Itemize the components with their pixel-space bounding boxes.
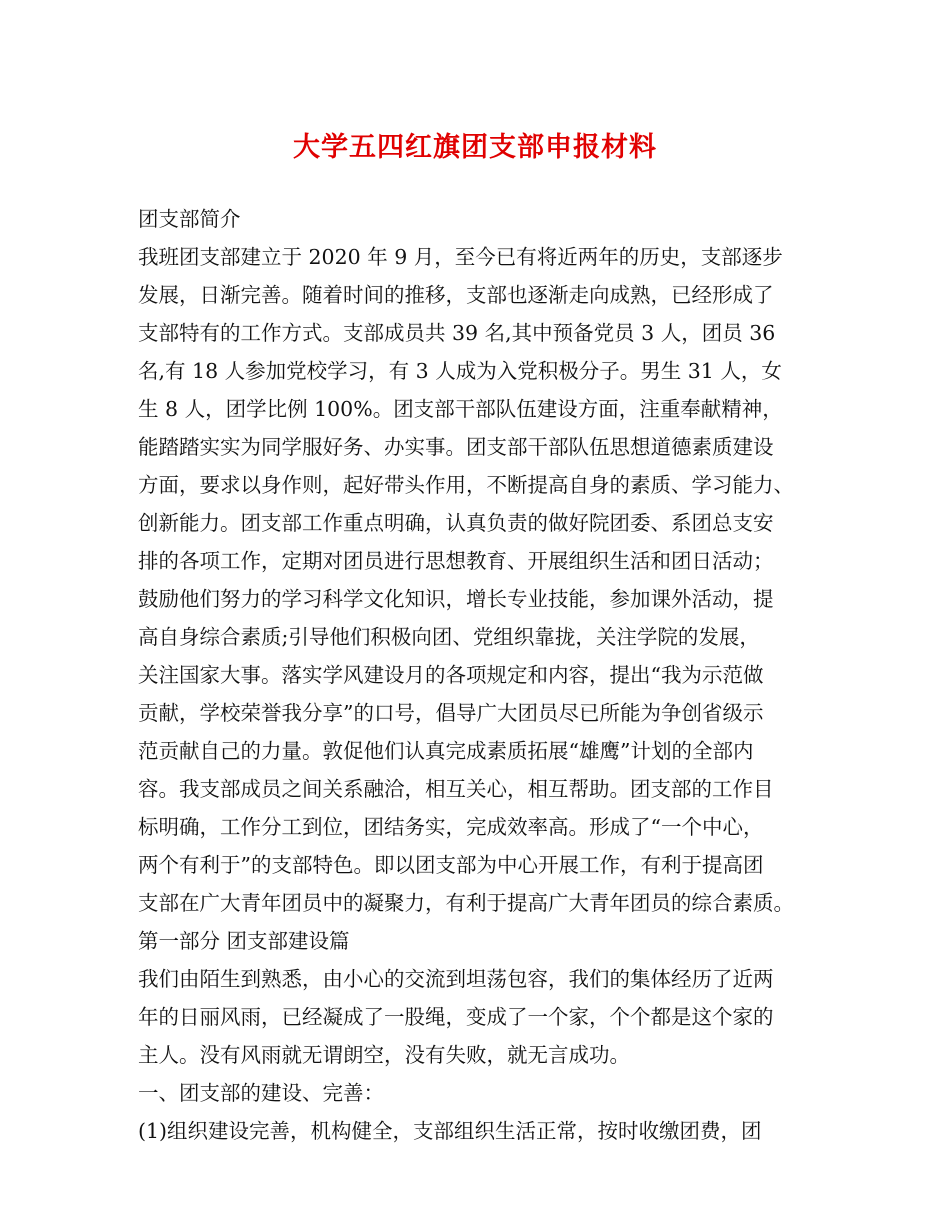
body-line: 支部特有的工作方式。支部成员共 39 名,其中预备党员 3 人，团员 36 — [138, 321, 776, 345]
body-line: 高自身综合素质;引导他们积极向团、党组织靠拢，关注学院的发展， — [138, 625, 760, 649]
body-line: 名,有 18 人参加党校学习，有 3 人成为入党积极分子。男生 31 人，女 — [138, 359, 782, 383]
body-line: 主人。没有风雨就无谓朗空，没有失败，就无言成功。 — [138, 1043, 630, 1067]
section-heading-intro: 团支部简介 — [138, 207, 241, 231]
body-line: 发展，日渐完善。随着时间的推移，支部也逐渐走向成熟，已经形成了 — [138, 283, 774, 307]
body-line: 生 8 人，团学比例 100%。团支部干部队伍建设方面，注重奉献精神， — [138, 397, 783, 421]
body-line: 标明确，工作分工到位，团结务实，完成效率高。形成了“一个中心， — [138, 815, 764, 839]
body-line: 两个有利于”的支部特色。即以团支部为中心开展工作，有利于提高团 — [138, 853, 764, 877]
body-line: 鼓励他们努力的学习科学文化知识，增长专业技能，参加课外活动，提 — [138, 587, 774, 611]
body-line: 范贡献自己的力量。敦促他们认真完成素质拓展“雄鹰”计划的全部内 — [138, 739, 754, 763]
body-line: 我们由陌生到熟悉，由小心的交流到坦荡包容，我们的集体经历了近两 — [138, 967, 774, 991]
subsection-heading: 一、团支部的建设、完善： — [138, 1081, 384, 1105]
body-line: 我班团支部建立于 2020 年 9 月，至今已有将近两年的历史，支部逐步 — [138, 245, 783, 269]
section-heading-part-one: 第一部分 团支部建设篇 — [138, 929, 350, 953]
body-line: 关注国家大事。落实学风建设月的各项规定和内容，提出“我为示范做 — [138, 663, 764, 687]
body-line: 方面，要求以身作则，起好带头作用，不断提高自身的素质、学习能力、 — [138, 473, 794, 497]
document-title: 大学五四红旗团支部申报材料 — [293, 132, 657, 163]
document-body — [138, 200, 828, 1150]
body-line: (1)组织建设完善，机构健全，支部组织生活正常，按时收缴团费，团 — [138, 1119, 762, 1143]
body-line: 年的日丽风雨，已经凝成了一股绳，变成了一个家，个个都是这个家的 — [138, 1005, 774, 1029]
body-line: 能踏踏实实为同学服好务、办实事。团支部干部队伍思想道德素质建设 — [138, 435, 774, 459]
body-line: 容。我支部成员之间关系融洽，相互关心，相互帮助。团支部的工作目 — [138, 777, 774, 801]
body-line: 贡献，学校荣誉我分享”的口号，倡导广大团员尽已所能为争创省级示 — [138, 701, 764, 725]
body-line: 排的各项工作，定期对团员进行思想教育、开展组织生活和团日活动； — [138, 549, 774, 573]
body-line: 支部在广大青年团员中的凝聚力，有利于提高广大青年团员的综合素质。 — [138, 891, 794, 915]
body-line: 创新能力。团支部工作重点明确，认真负责的做好院团委、系团总支安 — [138, 511, 774, 535]
